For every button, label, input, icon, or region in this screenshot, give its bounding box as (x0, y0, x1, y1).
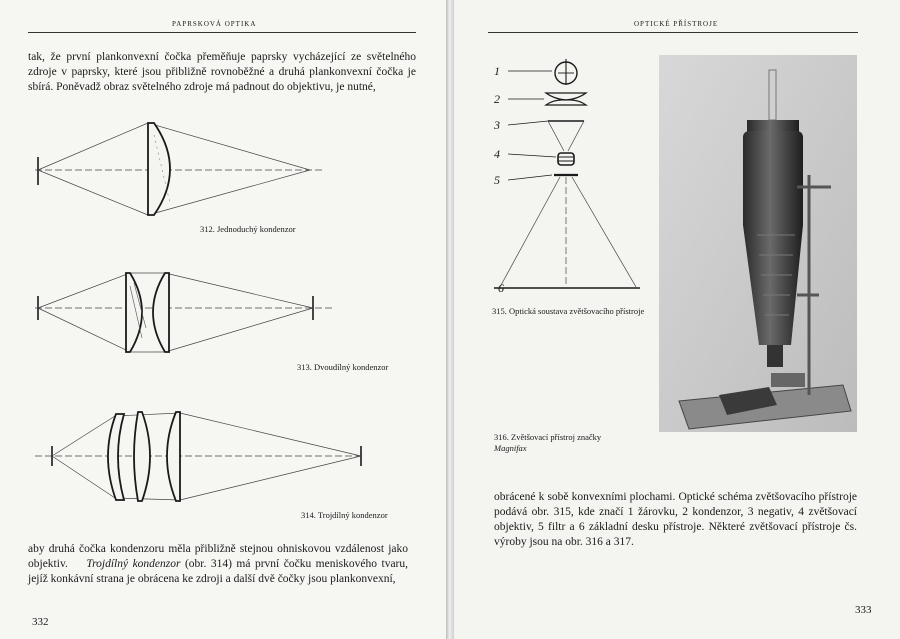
page-number-right: 333 (855, 604, 872, 616)
right-page (454, 0, 900, 639)
paragraph-bottom-line1: aby druhá čočka kondenzoru měla přibližně stejnou ohniskovou vzdálenost jako objektiv. (28, 543, 408, 570)
page-number-left: 332 (32, 616, 49, 628)
figure-316-caption-text: 316. Zvětšovací přístroj značky (494, 432, 602, 442)
figure-316-brand: Magnifax (494, 443, 527, 453)
figure-314-caption: 314. Trojdílný kondenzor (301, 510, 388, 520)
book-gutter (446, 0, 454, 639)
header-rule-right (488, 32, 858, 33)
paragraph-right: obrácené k sobě konvexními plochami. Optické schéma zvětšovacího přístroje podává obr. 315, kde značí 1 žárovku, 2 kondenzor, 3 negativ, 4 zvětšovací objektiv, 5 filtr a 6 základní desku přístroje. Některé zvětšovací přístroje čs. výroby jsou na obr. 316 a 317. (494, 491, 857, 548)
figure-316-caption (494, 432, 601, 454)
figure-316-photo (659, 55, 857, 432)
paragraph-top: tak, že první plankonvexní čočka přeměňuje paprsky vycházející ze světelného zdroje v paprsky, které jsou přibližně rovnoběžné a druhá plankonvexní čočka je sbírá. Poněvadž obraz světelného zdroje má padnout do objektivu, je nutné, (28, 51, 416, 93)
term-trojdilny-kondenzor: Trojdílný kondenzor (86, 558, 181, 570)
figure-315-diagram (490, 55, 650, 300)
label-5: 5 (494, 173, 500, 187)
figure-315-caption: 315. Optická soustava zvětšovacího přístroje (492, 306, 645, 316)
figure-312-diagram (30, 115, 330, 225)
figure-312-caption: 312. Jednoduchý kondenzor (200, 224, 296, 234)
paragraph-bottom-line2: (obr. 314) má první čočku meniskového tvaru, jejíž konkávní strana je obrácena ke zdroji a další dvě čočky jsou plankonvexní, (28, 558, 409, 585)
figure-313-diagram (30, 268, 350, 358)
label-2: 2 (494, 92, 500, 106)
paragraph-bottom (28, 542, 408, 587)
figure-314-diagram (30, 408, 370, 508)
running-head-left: PAPRSKOVÁ OPTIKA (172, 20, 257, 28)
header-rule (28, 32, 416, 33)
label-4: 4 (494, 147, 500, 161)
label-3: 3 (494, 118, 500, 132)
left-page (0, 0, 446, 639)
label-6: 6 (498, 281, 504, 295)
label-1: 1 (494, 64, 500, 78)
running-head-right: OPTICKÉ PŘÍSTROJE (634, 20, 719, 28)
figure-313-caption: 313. Dvoudílný kondenzor (297, 362, 389, 372)
